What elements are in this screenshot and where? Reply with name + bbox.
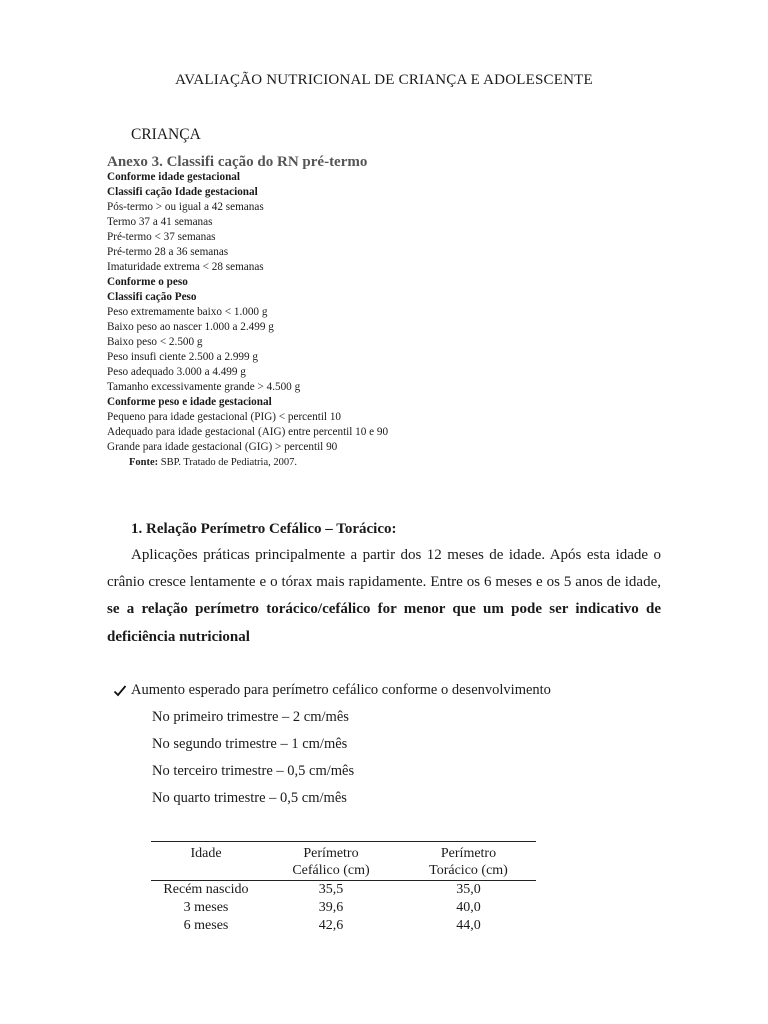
annex-item: Grande para idade gestacional (GIG) > percentil 90	[107, 441, 338, 453]
annex-subheading: Conforme o peso	[107, 276, 188, 288]
cell-thoracic: 40,0	[456, 900, 481, 915]
annex-subheading: Classifi cação Idade gestacional	[107, 186, 258, 198]
annex-item: Baixo peso ao nascer 1.000 a 2.499 g	[107, 321, 274, 333]
document-title: AVALIAÇÃO NUTRICIONAL DE CRIANÇA E ADOLESCENTE	[175, 72, 593, 88]
cell-thoracic: 35,0	[456, 882, 481, 897]
annex-item: Baixo peso < 2.500 g	[107, 336, 203, 348]
annex-item: Imaturidade extrema < 28 semanas	[107, 261, 264, 273]
growth-item: No quarto trimestre – 0,5 cm/mês	[152, 790, 347, 806]
paragraph-line: Aplicações práticas principalmente a partir dos 12 meses de idade. Após esta idade o	[131, 547, 661, 563]
growth-intro: Aumento esperado para perímetro cefálico conforme o desenvolvimento	[131, 682, 551, 698]
cell-age: Recém nascido	[163, 882, 249, 897]
header-thoracic: Perímetro Torácico (cm)	[429, 846, 508, 878]
table-row	[151, 881, 536, 900]
cell-cephalic: 42,6	[318, 918, 344, 933]
section1-heading: 1. Relação Perímetro Cefálico – Torácico:	[131, 521, 397, 537]
cell-thoracic: 44,0	[456, 918, 481, 933]
header-age: Idade	[190, 846, 222, 861]
cell-cephalic: 39,6	[318, 900, 344, 915]
paragraph-line: se a relação perímetro torácico/cefálico for menor que um pode ser indicativo de	[107, 601, 661, 617]
section-heading: CRIANÇA	[131, 126, 201, 143]
cell-age: 3 meses	[183, 900, 229, 915]
source-text: SBP. Tratado de Pediatria, 2007.	[158, 457, 298, 468]
annex-item: Pré-termo < 37 semanas	[107, 231, 216, 243]
paragraph-line: deficiência nutricional	[107, 629, 250, 645]
table-row	[151, 917, 536, 935]
annex-subheading: Conforme peso e idade gestacional	[107, 396, 272, 408]
growth-item: No segundo trimestre – 1 cm/mês	[152, 736, 348, 752]
annex-classification-list	[107, 170, 388, 470]
table-header-row	[151, 842, 536, 881]
annex-item: Tamanho excessivamente grande > 4.500 g	[107, 381, 301, 393]
table-row	[151, 899, 536, 917]
annex-item: Peso adequado 3.000 a 4.499 g	[107, 366, 246, 378]
annex-title: Anexo 3. Classifi cação do RN pré-termo	[107, 154, 368, 170]
cell-cephalic: 35,5	[318, 882, 344, 897]
source-label: Fonte:	[129, 457, 159, 468]
growth-item: No terceiro trimestre – 0,5 cm/mês	[152, 763, 355, 779]
annex-item: Pré-termo 28 a 36 semanas	[107, 246, 229, 258]
check-icon	[113, 684, 127, 703]
annex-subheading: Conforme idade gestacional	[107, 171, 240, 183]
annex-item: Peso insufi ciente 2.500 a 2.999 g	[107, 351, 259, 363]
annex-item: Peso extremamente baixo < 1.000 g	[107, 306, 268, 318]
annex-item: Pequeno para idade gestacional (PIG) < percentil 10	[107, 411, 342, 423]
annex-item: Adequado para idade gestacional (AIG) entre percentil 10 e 90	[107, 426, 389, 438]
annex-subheading: Classifi cação Peso	[107, 291, 197, 303]
growth-item: No primeiro trimestre – 2 cm/mês	[152, 709, 349, 725]
header-cephalic: Perímetro Cefálico (cm)	[292, 846, 370, 878]
annex-source	[107, 455, 388, 470]
perimeter-table	[151, 841, 536, 935]
annex-item: Termo 37 a 41 semanas	[107, 216, 213, 228]
paragraph-line: crânio cresce lentamente e o tórax mais rapidamente. Entre os 6 meses e os 5 anos de idade,	[107, 574, 661, 590]
annex-item: Pós-termo > ou igual a 42 semanas	[107, 201, 264, 213]
cell-age: 6 meses	[183, 918, 229, 933]
